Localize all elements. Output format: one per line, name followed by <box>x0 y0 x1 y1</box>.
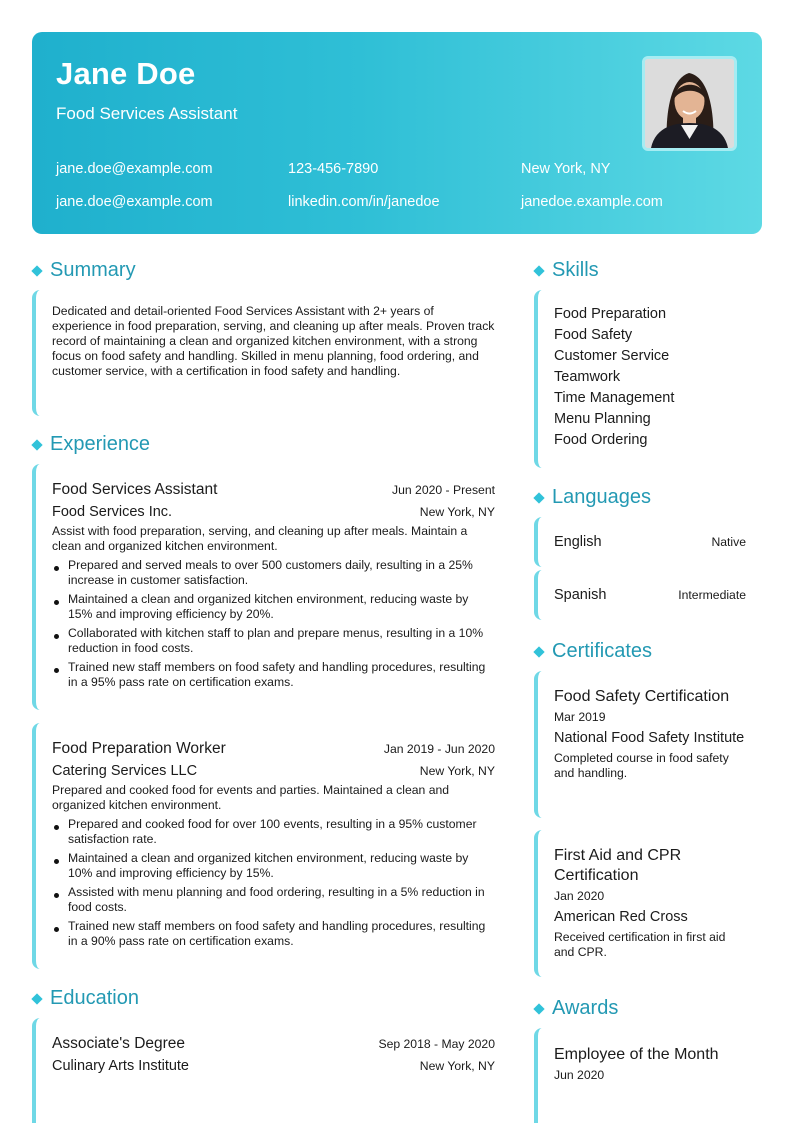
contact-website[interactable]: janedoe.example.com <box>521 194 663 210</box>
profile-photo <box>642 56 737 151</box>
education-heading <box>31 987 139 1010</box>
achievement-item: Maintained a clean and organized kitchen environment, reducing waste by 10% and improving efficiency by 15%. <box>52 851 495 881</box>
certificate-issuer: National Food Safety Institute <box>554 730 745 746</box>
achievement-item: Prepared and cooked food for over 100 events, resulting in a 95% customer satisfaction rate. <box>52 817 495 847</box>
achievement-item: Trained new staff members on food safety and handling procedures, resulting in a 90% pass rate on certification exams. <box>52 919 495 949</box>
language-entry <box>534 517 746 567</box>
language-entry <box>534 570 746 620</box>
job-location: New York, NY <box>419 505 495 519</box>
certificate-date: Jan 2020 <box>554 889 605 903</box>
diamond-icon <box>31 265 42 276</box>
job-title: Food Preparation Worker <box>52 740 226 757</box>
certificate-issuer: American Red Cross <box>554 909 688 925</box>
certificate-description: Received certification in first aid and CPR. <box>554 930 726 959</box>
job-entry <box>32 464 495 710</box>
skill-item: Food Ordering <box>554 432 648 448</box>
diamond-icon <box>533 646 544 657</box>
job-achievements <box>52 558 495 690</box>
job-dates: Jun 2020 - Present <box>392 483 495 497</box>
contact-email-secondary[interactable]: jane.doe@example.com <box>56 194 213 210</box>
job-title: Food Services Assistant <box>52 481 218 498</box>
education-school: Culinary Arts Institute <box>52 1058 189 1074</box>
certificate-title: First Aid and CPR Certification <box>554 847 682 884</box>
award-date: Jun 2020 <box>554 1068 605 1082</box>
diamond-icon <box>31 439 42 450</box>
achievement-item: Prepared and served meals to over 500 customers daily, resulting in a 25% increase in customer satisfaction. <box>52 558 495 588</box>
languages-heading-text: Languages <box>552 486 651 508</box>
award-entry <box>534 1028 746 1123</box>
summary-heading-text: Summary <box>50 259 136 281</box>
resume-header <box>32 32 762 234</box>
job-description: Assist with food preparation, serving, and cleaning up after meals. Maintain a clean and organized kitchen environment. <box>52 524 468 553</box>
job-dates: Jan 2019 - Jun 2020 <box>383 742 495 756</box>
job-company: Food Services Inc. <box>52 504 173 520</box>
achievement-item: Collaborated with kitchen staff to plan and prepare menus, resulting in a 10% reduction in food costs. <box>52 626 495 656</box>
diamond-icon <box>533 492 544 503</box>
education-dates: Sep 2018 - May 2020 <box>378 1037 495 1051</box>
education-heading-text: Education <box>50 987 139 1009</box>
skill-item: Food Preparation <box>554 306 667 322</box>
contact-email[interactable]: jane.doe@example.com <box>56 161 213 177</box>
languages-heading <box>533 486 651 509</box>
certificate-entry <box>534 830 746 977</box>
education-degree: Associate's Degree <box>52 1035 186 1052</box>
award-title: Employee of the Month <box>554 1046 719 1063</box>
achievement-item: Trained new staff members on food safety and handling procedures, resulting in a 95% pass rate on certification exams. <box>52 660 495 690</box>
certificates-heading <box>533 640 652 663</box>
achievement-item: Maintained a clean and organized kitchen environment, reducing waste by 15% and improving efficiency by 20%. <box>52 592 495 622</box>
skill-item: Teamwork <box>554 369 621 385</box>
language-level: Intermediate <box>678 588 746 602</box>
job-achievements <box>52 817 495 949</box>
certificate-entry <box>534 671 746 818</box>
language-name: Spanish <box>554 587 607 603</box>
language-level: Native <box>711 535 746 549</box>
skills-block <box>534 290 746 468</box>
contact-phone[interactable]: 123-456-7890 <box>288 161 379 177</box>
skill-item: Food Safety <box>554 327 633 343</box>
awards-heading-text: Awards <box>552 997 619 1019</box>
summary-block <box>32 290 495 416</box>
job-location: New York, NY <box>419 764 495 778</box>
candidate-name: Jane Doe <box>56 56 196 91</box>
experience-heading <box>31 433 150 456</box>
certificates-heading-text: Certificates <box>552 640 653 662</box>
skill-item: Time Management <box>554 390 675 406</box>
job-company: Catering Services LLC <box>52 763 198 779</box>
diamond-icon <box>31 993 42 1004</box>
language-name: English <box>554 534 602 550</box>
certificate-title: Food Safety Certification <box>554 688 730 705</box>
job-description: Prepared and cooked food for events and parties. Maintained a clean and organized kitchen environment. <box>52 783 450 812</box>
certificate-description: Completed course in food safety and handling. <box>554 751 729 780</box>
education-location: New York, NY <box>419 1059 495 1073</box>
job-entry <box>32 723 495 969</box>
experience-heading-text: Experience <box>50 433 151 455</box>
skills-heading <box>533 259 599 282</box>
diamond-icon <box>533 265 544 276</box>
skill-item: Customer Service <box>554 348 670 364</box>
achievement-item: Assisted with menu planning and food ordering, resulting in a 5% reduction in food costs. <box>52 885 495 915</box>
candidate-role: Food Services Assistant <box>56 104 238 123</box>
summary-heading <box>31 259 136 282</box>
diamond-icon <box>533 1003 544 1014</box>
certificate-date: Mar 2019 <box>554 710 606 724</box>
skill-item: Menu Planning <box>554 411 651 427</box>
contact-location: New York, NY <box>521 161 611 177</box>
awards-heading <box>533 997 618 1020</box>
summary-text: Dedicated and detail-oriented Food Services Assistant with 2+ years of experience in food preparation, serving, and cleaning up after meals. Proven track record of maintaining a clean and organized kitchen environment, with a strong focus on food safety and handling. Skilled in menu planning, food ordering, and customer service, with a certification in food safety and handling. <box>52 304 495 378</box>
contact-linkedin[interactable]: linkedin.com/in/janedoe <box>288 194 440 210</box>
education-entry <box>32 1018 495 1123</box>
skills-heading-text: Skills <box>552 259 599 281</box>
